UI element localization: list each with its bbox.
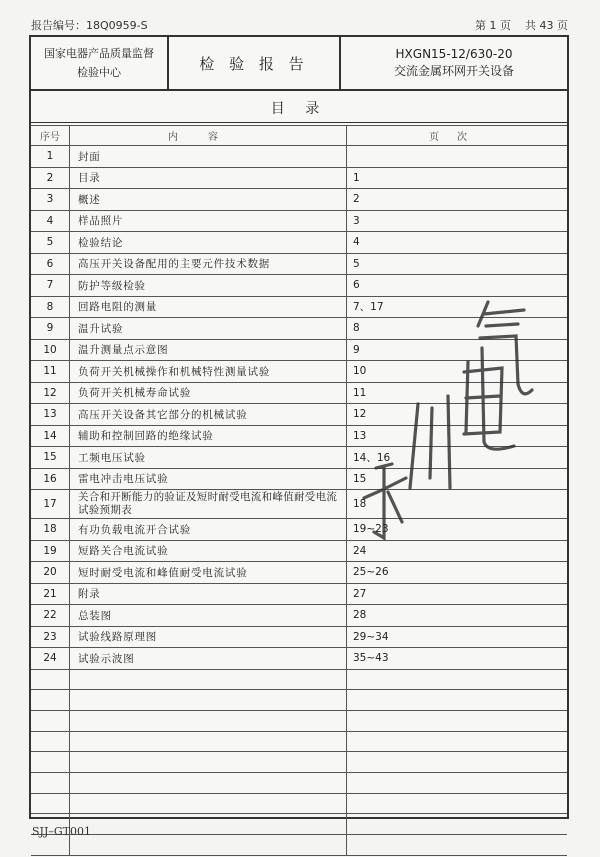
row-number: 5: [31, 232, 70, 254]
row-page: 6: [347, 275, 568, 297]
toc-row: [31, 167, 567, 189]
row-number: 21: [31, 583, 70, 605]
document-title: 检 验 报 告: [169, 37, 341, 89]
page-current: 第 1 页: [475, 19, 511, 32]
row-page: 28: [347, 605, 568, 627]
column-header-content: 内容: [70, 126, 347, 146]
row-number: 9: [31, 318, 70, 340]
row-page: 19~23: [347, 519, 568, 541]
toc-row: [31, 468, 567, 490]
row-page: 27: [347, 583, 568, 605]
toc-table: [31, 125, 567, 856]
column-header-no: 序号: [31, 126, 70, 146]
row-number: 4: [31, 210, 70, 232]
row-page: 12: [347, 404, 568, 426]
toc-row: [31, 339, 567, 361]
row-content: 防护等级检验: [70, 275, 347, 297]
empty-cell: [70, 669, 347, 690]
row-content: 短路关合电流试验: [70, 540, 347, 562]
toc-row: [31, 562, 567, 584]
empty-row: [31, 835, 567, 856]
empty-cell: [70, 814, 347, 835]
row-number: 22: [31, 605, 70, 627]
empty-cell: [70, 772, 347, 793]
row-content: 高压开关设备其它部分的机械试验: [70, 404, 347, 426]
empty-cell: [70, 793, 347, 814]
row-number: 6: [31, 253, 70, 275]
toc-row: [31, 296, 567, 318]
toc-row: [31, 382, 567, 404]
toc-row: [31, 404, 567, 426]
row-content: 负荷开关机械寿命试验: [70, 382, 347, 404]
row-content: 关合和开断能力的验证及短时耐受电流和峰值耐受电流试验预期表: [70, 490, 347, 519]
org-line-2: 检验中心: [77, 66, 121, 79]
toc-row: [31, 232, 567, 254]
empty-cell: [70, 690, 347, 711]
row-content: 目录: [70, 167, 347, 189]
toc-row: [31, 253, 567, 275]
row-page: 25~26: [347, 562, 568, 584]
row-page: 3: [347, 210, 568, 232]
row-number: 14: [31, 425, 70, 447]
row-content: 试验示波图: [70, 648, 347, 670]
row-page: 7、17: [347, 296, 568, 318]
empty-row: [31, 731, 567, 752]
page-total: 共 43 页: [525, 19, 568, 32]
row-number: 23: [31, 626, 70, 648]
empty-row: [31, 669, 567, 690]
row-number: 18: [31, 519, 70, 541]
row-number: 20: [31, 562, 70, 584]
row-page: 4: [347, 232, 568, 254]
row-content: 概述: [70, 189, 347, 211]
empty-cell: [347, 710, 568, 731]
toc-row: [31, 189, 567, 211]
empty-cell: [31, 772, 70, 793]
empty-cell: [31, 752, 70, 773]
row-content: 雷电冲击电压试验: [70, 468, 347, 490]
toc-row: [31, 210, 567, 232]
empty-row: [31, 814, 567, 835]
empty-cell: [347, 835, 568, 856]
toc-title: 目 录: [31, 93, 567, 123]
row-page: 14、16: [347, 447, 568, 469]
row-page: 29~34: [347, 626, 568, 648]
row-number: 10: [31, 339, 70, 361]
row-page: [347, 146, 568, 168]
row-page: 11: [347, 382, 568, 404]
empty-cell: [347, 814, 568, 835]
row-page: 24: [347, 540, 568, 562]
row-content: 附录: [70, 583, 347, 605]
row-page: 5: [347, 253, 568, 275]
row-number: 15: [31, 447, 70, 469]
empty-cell: [347, 793, 568, 814]
empty-cell: [347, 772, 568, 793]
row-number: 1: [31, 146, 70, 168]
empty-cell: [31, 669, 70, 690]
row-page: 13: [347, 425, 568, 447]
empty-cell: [347, 690, 568, 711]
empty-cell: [31, 690, 70, 711]
row-content: 工频电压试验: [70, 447, 347, 469]
row-page: 35~43: [347, 648, 568, 670]
empty-cell: [31, 793, 70, 814]
toc-row: [31, 318, 567, 340]
empty-cell: [70, 731, 347, 752]
toc-header-row: [31, 126, 567, 146]
column-header-page: 页次: [347, 126, 568, 146]
toc-row: [31, 361, 567, 383]
toc-row: [31, 605, 567, 627]
product-info: [341, 37, 567, 89]
toc-row: [31, 540, 567, 562]
toc-row: [31, 447, 567, 469]
toc-row: [31, 425, 567, 447]
empty-row: [31, 772, 567, 793]
row-page: 15: [347, 468, 568, 490]
form-code: SJJ–GT001: [32, 825, 91, 838]
report-header: [31, 37, 567, 91]
org-line-1: 国家电器产品质量监督: [44, 47, 154, 60]
empty-row: [31, 690, 567, 711]
toc-row: [31, 490, 567, 519]
toc-row: [31, 275, 567, 297]
page-indicator: [475, 17, 568, 33]
row-content: 有功负载电流开合试验: [70, 519, 347, 541]
toc-row: [31, 519, 567, 541]
row-number: 12: [31, 382, 70, 404]
row-number: 3: [31, 189, 70, 211]
row-number: 24: [31, 648, 70, 670]
row-content: 封面: [70, 146, 347, 168]
empty-row: [31, 793, 567, 814]
toc-row: [31, 626, 567, 648]
issuing-organization: [31, 37, 169, 89]
row-content: 试验线路原理图: [70, 626, 347, 648]
empty-cell: [31, 710, 70, 731]
row-number: 7: [31, 275, 70, 297]
row-page: 1: [347, 167, 568, 189]
row-number: 17: [31, 490, 70, 519]
row-number: 13: [31, 404, 70, 426]
row-content: 辅助和控制回路的绝缘试验: [70, 425, 347, 447]
product-name: 交流金属环网开关设备: [393, 64, 514, 78]
toc-row: [31, 583, 567, 605]
row-number: 2: [31, 167, 70, 189]
row-page: 8: [347, 318, 568, 340]
row-content: 检验结论: [70, 232, 347, 254]
empty-cell: [70, 835, 347, 856]
empty-row: [31, 752, 567, 773]
row-page: 2: [347, 189, 568, 211]
empty-cell: [347, 752, 568, 773]
row-content: 负荷开关机械操作和机械特性测量试验: [70, 361, 347, 383]
empty-cell: [347, 731, 568, 752]
empty-cell: [31, 731, 70, 752]
row-number: 19: [31, 540, 70, 562]
report-number: 报告编号：18Q0959-S: [31, 19, 148, 32]
row-content: 温升试验: [70, 318, 347, 340]
row-number: 8: [31, 296, 70, 318]
row-content: 总装图: [70, 605, 347, 627]
empty-cell: [70, 710, 347, 731]
row-page: 18: [347, 490, 568, 519]
report-frame: [29, 35, 569, 819]
product-model: HXGN15-12/630-20: [395, 47, 513, 61]
row-content: 高压开关设备配用的主要元件技术数据: [70, 253, 347, 275]
toc-row: [31, 648, 567, 670]
empty-row: [31, 710, 567, 731]
row-content: 样品照片: [70, 210, 347, 232]
row-page: 9: [347, 339, 568, 361]
empty-cell: [70, 752, 347, 773]
toc-body: [31, 146, 567, 856]
empty-cell: [347, 669, 568, 690]
row-page: 10: [347, 361, 568, 383]
row-number: 16: [31, 468, 70, 490]
toc-row: [31, 146, 567, 168]
row-content: 温升测量点示意图: [70, 339, 347, 361]
row-number: 11: [31, 361, 70, 383]
row-content: 短时耐受电流和峰值耐受电流试验: [70, 562, 347, 584]
row-content: 回路电阻的测量: [70, 296, 347, 318]
